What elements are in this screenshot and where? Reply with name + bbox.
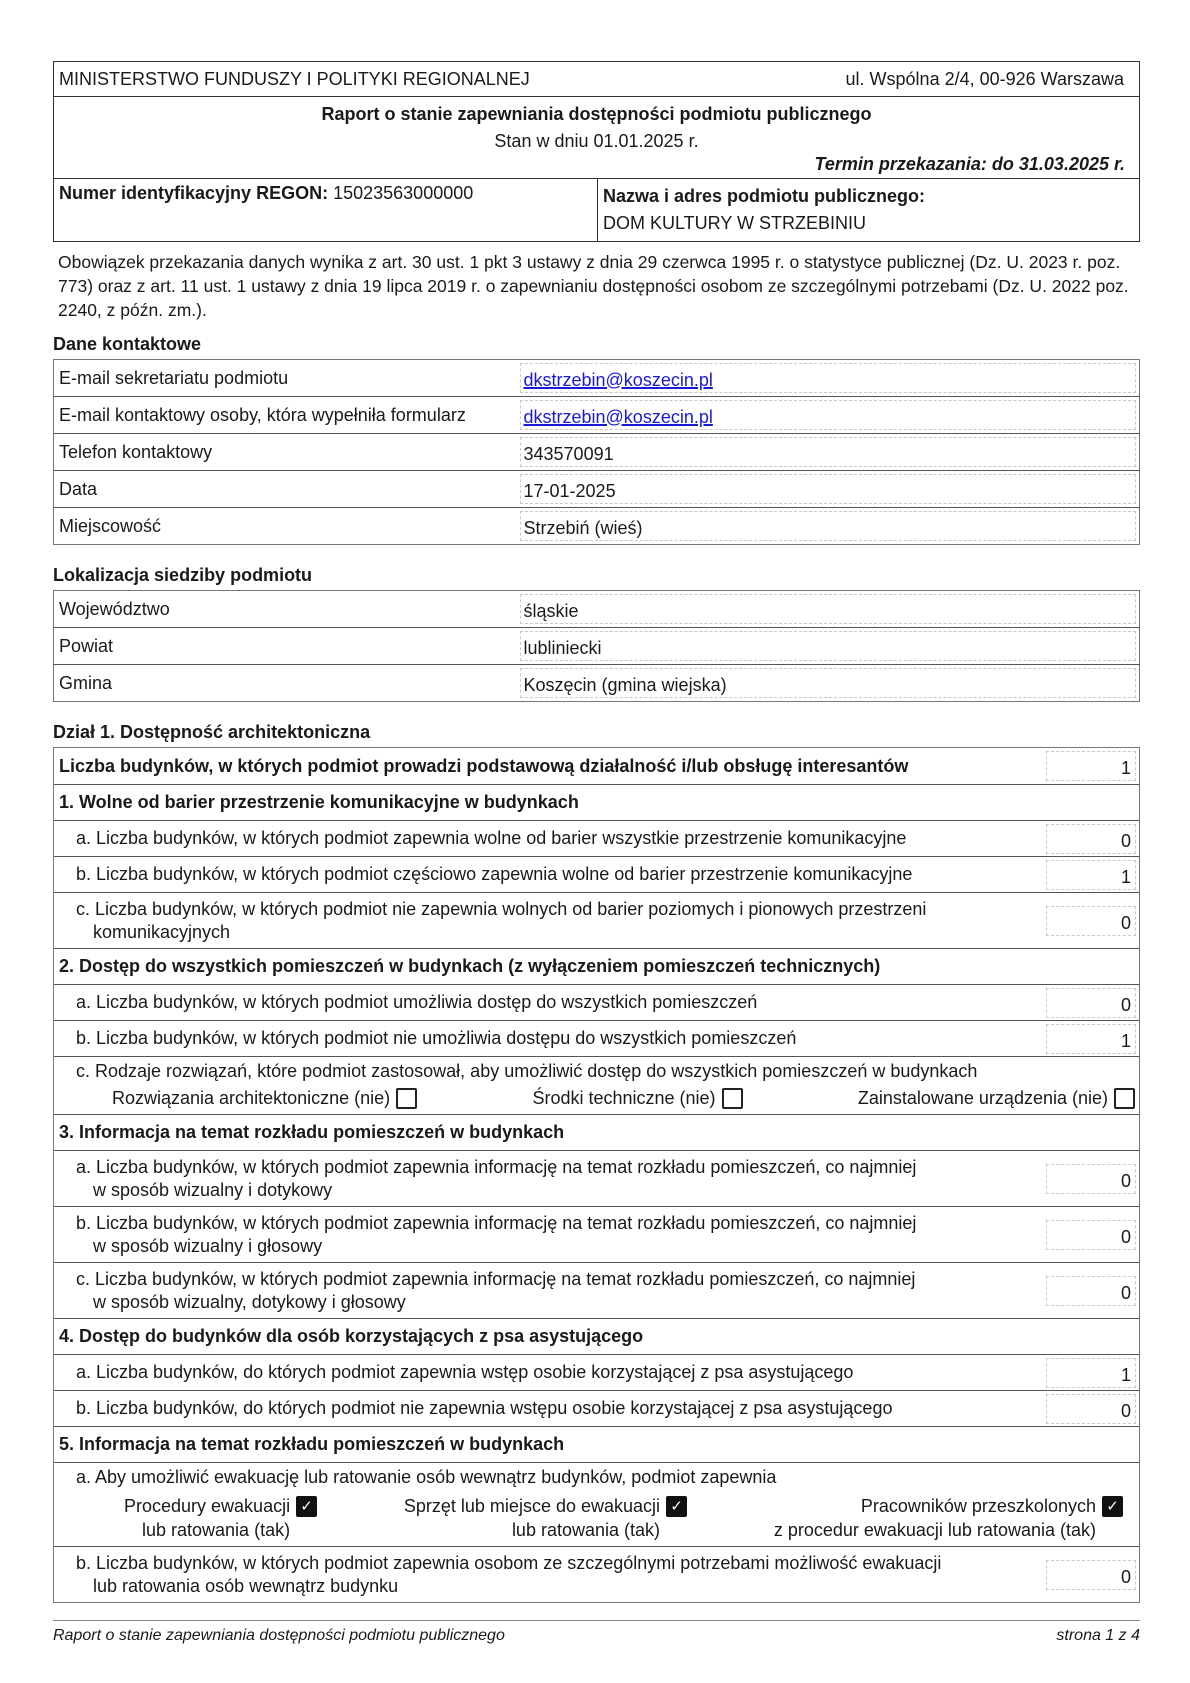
- ministry-address: ul. Wspólna 2/4, 00-926 Warszawa: [845, 69, 1124, 89]
- page-footer: [53, 1620, 1140, 1645]
- subsection-header: [54, 784, 1139, 820]
- s4a-field[interactable]: 1: [1046, 1358, 1136, 1388]
- subsection-header: [54, 1426, 1139, 1462]
- s5b-label: [54, 1549, 1046, 1601]
- regon-label: Numer identyfikacyjny REGON:: [59, 183, 329, 203]
- option-evacuation-procedures: [124, 1494, 317, 1542]
- table-row: [54, 360, 1140, 397]
- option-label-line2: lub ratowania (tak): [142, 1520, 291, 1540]
- option-technical: [532, 1086, 742, 1110]
- checkbox-unchecked-icon[interactable]: [722, 1088, 743, 1109]
- date-field[interactable]: 17-01-2025: [520, 474, 1137, 504]
- email-link[interactable]: dkstrzebin@koszecin.pl: [523, 406, 713, 427]
- s5b-label-line2: lub ratowania osób wewnątrz budynku: [93, 1575, 399, 1596]
- page-number: strona 1 z 4: [1056, 1627, 1140, 1644]
- s1a-label: a. Liczba budynków, w których podmiot zapewnia wolne od barier wszystkie przestrzenie komunikacyjne: [76, 828, 907, 848]
- subsection-header: [54, 948, 1139, 984]
- email-secretariat-field[interactable]: [520, 363, 1137, 393]
- s2c-label: c. Rodzaje rozwiązań, które podmiot zastosował, aby umożliwić dostęp do wszystkich pomieszczeń w budynkach: [76, 1061, 978, 1081]
- option-label-line2: z procedur ewakuacji lub ratowania (tak): [773, 1520, 1096, 1540]
- section1-table: [53, 747, 1140, 1603]
- buildings-count-field[interactable]: 1: [1046, 751, 1136, 781]
- voivodeship-field[interactable]: śląskie: [520, 594, 1137, 624]
- option-evacuation-equipment: [404, 1494, 687, 1542]
- row-label: Telefon kontaktowy: [54, 434, 520, 471]
- county-field[interactable]: lubliniecki: [520, 631, 1137, 661]
- s2b-label: b. Liczba budynków, w których podmiot nie umożliwia dostępu do wszystkich pomieszczeń: [76, 1028, 797, 1048]
- option-label-line2: lub ratowania (tak): [511, 1520, 661, 1540]
- table-row: [54, 434, 1140, 471]
- location-section-title: Lokalizacja siedziby podmiotu: [53, 565, 313, 585]
- s3b-label-line2: w sposób wizualny i głosowy: [93, 1235, 323, 1256]
- s1b-label: b. Liczba budynków, w których podmiot częściowo zapewnia wolne od barier przestrzenie komunikacyjne: [76, 864, 913, 884]
- s2a-field[interactable]: 0: [1046, 988, 1136, 1018]
- s1c-field[interactable]: 0: [1046, 906, 1136, 936]
- phone-field[interactable]: 343570091: [520, 437, 1137, 467]
- s1c-label-line1: c. Liczba budynków, w których podmiot nie zapewnia wolnych od barier poziomych i pionowych przestrzeni: [76, 898, 927, 919]
- entity-field: [598, 179, 1139, 241]
- ministry-name: MINISTERSTWO FUNDUSZY I POLITYKI REGIONALNEJ: [59, 69, 530, 89]
- checkbox-unchecked-icon[interactable]: [396, 1088, 417, 1109]
- contact-table: [53, 359, 1140, 545]
- table-row: [54, 1056, 1139, 1114]
- email-contact-field[interactable]: [520, 400, 1137, 430]
- footer-title: Raport o stanie zapewniania dostępności podmiotu publicznego: [53, 1627, 505, 1644]
- row-label: E-mail kontaktowy osoby, która wypełniła formularz: [54, 397, 520, 434]
- row-label: Gmina: [54, 665, 520, 702]
- table-row: [54, 856, 1139, 892]
- s5b-label-line1: b. Liczba budynków, w których podmiot zapewnia osobom ze szczególnymi potrzebami możliwość ewakuacji: [76, 1552, 942, 1573]
- option-trained-staff: [774, 1494, 1123, 1542]
- s1-title: 1. Wolne od barier przestrzenie komunikacyjne w budynkach: [59, 792, 579, 812]
- table-row: [54, 665, 1140, 702]
- entity-label: Nazwa i adres podmiotu publicznego:: [603, 186, 926, 206]
- regon-value: 15023563000000: [333, 183, 474, 203]
- option-label: Zainstalowane urządzenia (nie): [857, 1088, 1108, 1108]
- email-link[interactable]: dkstrzebin@koszecin.pl: [523, 369, 713, 390]
- row-label: Data: [54, 471, 520, 508]
- s1c-label-line2: komunikacyjnych: [93, 921, 231, 942]
- table-row: [54, 1150, 1139, 1206]
- table-row: [54, 984, 1139, 1020]
- table-row: [54, 397, 1140, 434]
- table-row: [54, 1354, 1139, 1390]
- option-label-line1: Procedury ewakuacji: [124, 1496, 291, 1516]
- contact-section-title: Dane kontaktowe: [53, 334, 202, 354]
- s4a-label: a. Liczba budynków, do których podmiot zapewnia wstęp osobie korzystającej z psa asystującego: [76, 1362, 854, 1382]
- s5b-field[interactable]: 0: [1046, 1560, 1136, 1590]
- s2c-options: [54, 1086, 1139, 1114]
- subsection-header: [54, 1114, 1139, 1150]
- s1b-field[interactable]: 1: [1046, 860, 1136, 890]
- checkbox-unchecked-icon[interactable]: [1114, 1088, 1135, 1109]
- table-row: [54, 892, 1139, 948]
- s5-title: 5. Informacja na temat rozkładu pomieszczeń w budynkach: [59, 1434, 565, 1454]
- option-devices: [858, 1086, 1135, 1110]
- table-row: [54, 471, 1140, 508]
- s2b-field[interactable]: 1: [1046, 1024, 1136, 1054]
- report-header: [53, 61, 1140, 242]
- option-architectural: [112, 1086, 417, 1110]
- s1c-label: [54, 895, 1046, 947]
- checkbox-checked-icon[interactable]: ✓: [296, 1496, 317, 1517]
- buildings-label: Liczba budynków, w których podmiot prowadzi podstawową działalność i/lub obsługę interesantów: [59, 755, 909, 776]
- s5a-options: [54, 1492, 1139, 1546]
- locality-field[interactable]: Strzebiń (wieś): [520, 511, 1137, 541]
- row-label: Województwo: [59, 598, 170, 619]
- option-label: Środki techniczne (nie): [532, 1088, 716, 1108]
- s4b-field[interactable]: 0: [1046, 1394, 1136, 1424]
- s2a-label: a. Liczba budynków, w których podmiot umożliwia dostęp do wszystkich pomieszczeń: [76, 992, 758, 1012]
- row-label: E-mail sekretariatu podmiotu: [59, 367, 289, 388]
- row-label: Powiat: [54, 628, 520, 665]
- table-row: [54, 1462, 1139, 1546]
- table-row: [54, 820, 1139, 856]
- legal-note: Obowiązek przekazania danych wynika z art. 30 ust. 1 pkt 3 ustawy z dnia 29 czerwca 1995 r. o statystyce publicznej (Dz. U. 2023 r. poz. 773) oraz z art. 11 ust. 1 ustawy z dnia 19 lipca 2019 r. o zapewnianiu dostępności osobom ze szczególnymi potrzebami (Dz. U. 2022 poz. 2240, z późn. zm.).: [58, 252, 1129, 320]
- regon-field: [54, 179, 598, 241]
- table-row: [54, 1546, 1139, 1602]
- s3-title: 3. Informacja na temat rozkładu pomieszczeń w budynkach: [59, 1122, 565, 1142]
- checkbox-checked-icon[interactable]: ✓: [666, 1496, 687, 1517]
- s3c-label: [54, 1265, 1046, 1317]
- s4-title: 4. Dostęp do budynków dla osób korzystających z psa asystującego: [59, 1326, 644, 1346]
- s3c-label-line1: c. Liczba budynków, w których podmiot zapewnia informację na temat rozkładu pomieszczeń, co najmniej: [76, 1268, 916, 1289]
- report-page: [53, 61, 1140, 1603]
- entity-value: DOM KULTURY W STRZEBINIU: [603, 213, 867, 233]
- commune-field[interactable]: Koszęcin (gmina wiejska): [520, 668, 1137, 698]
- s3c-field[interactable]: 0: [1046, 1276, 1136, 1306]
- checkbox-checked-icon[interactable]: ✓: [1102, 1496, 1123, 1517]
- table-row: [54, 591, 1140, 628]
- table-row: [54, 1020, 1139, 1056]
- subsection-header: [54, 1318, 1139, 1354]
- s2-title: 2. Dostęp do wszystkich pomieszczeń w budynkach (z wyłączeniem pomieszczeń technicznych): [59, 956, 881, 976]
- report-deadline: Termin przekazania: do 31.03.2025 r.: [814, 154, 1125, 174]
- s5a-label: a. Aby umożliwić ewakuację lub ratowanie osób wewnątrz budynków, podmiot zapewnia: [76, 1467, 777, 1487]
- row-label: Miejscowość: [54, 508, 520, 545]
- report-state-date: Stan w dniu 01.01.2025 r.: [494, 131, 699, 151]
- table-row: [54, 748, 1139, 784]
- s3b-field[interactable]: 0: [1046, 1220, 1136, 1250]
- s3c-label-line2: w sposób wizualny, dotykowy i głosowy: [93, 1291, 406, 1312]
- option-label-line1: Pracowników przeszkolonych: [860, 1496, 1096, 1516]
- section1-title: Dział 1. Dostępność architektoniczna: [53, 722, 371, 742]
- table-row: [54, 1262, 1139, 1318]
- table-row: [54, 1206, 1139, 1262]
- s3b-label-line1: b. Liczba budynków, w których podmiot zapewnia informację na temat rozkładu pomieszczeń, co najmniej: [76, 1212, 917, 1233]
- option-label: Rozwiązania architektoniczne (nie): [112, 1088, 391, 1108]
- s3a-label: [54, 1153, 1046, 1205]
- s1a-field[interactable]: 0: [1046, 824, 1136, 854]
- table-row: [54, 508, 1140, 545]
- s3a-label-line1: a. Liczba budynków, w których podmiot zapewnia informację na temat rozkładu pomieszczeń, co najmniej: [76, 1156, 917, 1177]
- report-title: Raport o stanie zapewniania dostępności podmiotu publicznego: [321, 104, 872, 124]
- table-row: [54, 1390, 1139, 1426]
- s3a-label-line2: w sposób wizualny i dotykowy: [93, 1179, 333, 1200]
- s3a-field[interactable]: 0: [1046, 1164, 1136, 1194]
- s3b-label: [54, 1209, 1046, 1261]
- option-label-line1: Sprzęt lub miejsce do ewakuacji: [403, 1496, 661, 1516]
- location-table: [53, 590, 1140, 702]
- table-row: [54, 628, 1140, 665]
- s4b-label: b. Liczba budynków, do których podmiot nie zapewnia wstępu osobie korzystającej z psa asystującego: [76, 1398, 893, 1418]
